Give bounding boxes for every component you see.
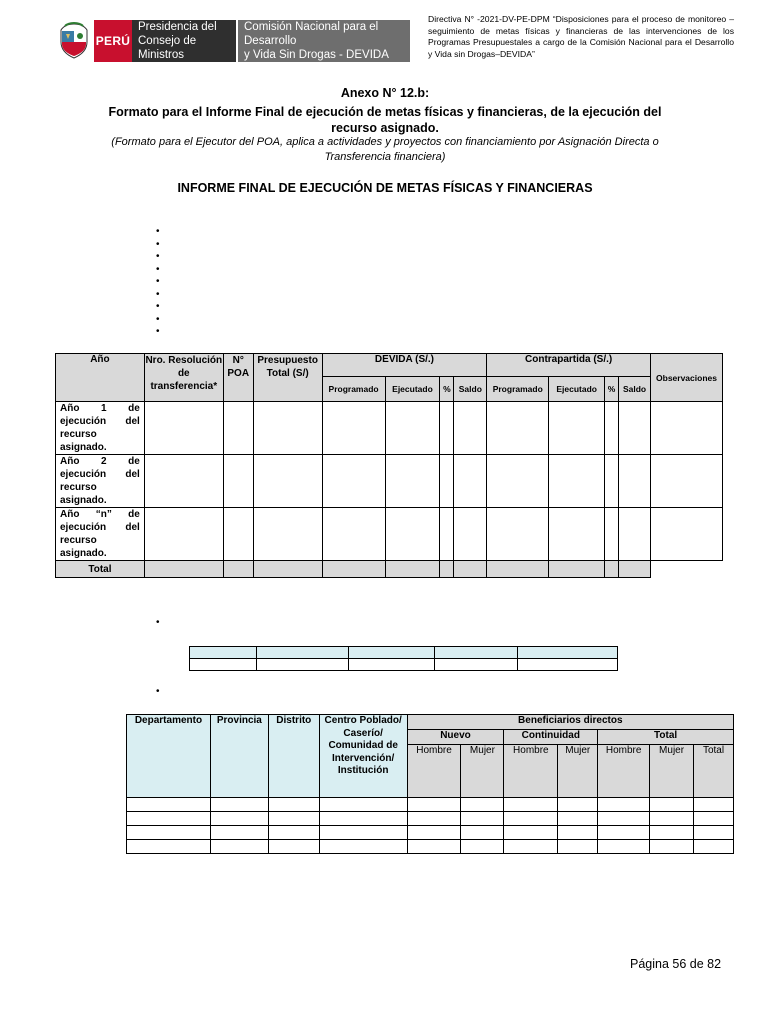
header-total: Total (598, 730, 734, 745)
table-cell (650, 798, 694, 812)
table-cell (619, 508, 651, 561)
coat-of-arms-icon (54, 20, 94, 62)
header-mujer: Mujer (461, 745, 504, 798)
table-cell (319, 840, 407, 854)
list-bullet (156, 239, 160, 252)
table-cell (127, 840, 211, 854)
table-cell (322, 455, 385, 508)
year-label: Año 2 de ejecución del recurso asignado. (56, 455, 145, 508)
header-mujer: Mujer (558, 745, 598, 798)
list-bullet (156, 276, 160, 289)
table-cell (650, 455, 722, 508)
table-cell (322, 561, 385, 578)
table-cell (256, 659, 348, 671)
header-poa: N° POA (223, 354, 253, 402)
table-row (56, 402, 723, 455)
table-cell (144, 455, 223, 508)
table-cell (598, 798, 650, 812)
table-cell (454, 402, 487, 455)
table-row (127, 826, 734, 840)
table-cell (504, 812, 558, 826)
table-cell (487, 508, 549, 561)
table-cell (487, 455, 549, 508)
table-cell (127, 798, 211, 812)
table-cell (440, 561, 454, 578)
table-cell (440, 508, 454, 561)
table-cell (253, 455, 322, 508)
table-row (190, 659, 618, 671)
table-cell (253, 402, 322, 455)
table-cell (256, 647, 348, 659)
table-cell (385, 402, 440, 455)
table-cell (144, 508, 223, 561)
list-bullet (156, 226, 160, 239)
table-cell (268, 826, 319, 840)
header-beneficiarios: Beneficiarios directos (407, 715, 733, 730)
table-cell (210, 826, 268, 840)
table-cell (549, 455, 605, 508)
table-row (56, 455, 723, 508)
table-cell (598, 826, 650, 840)
table-cell (407, 812, 461, 826)
table-cell (190, 647, 257, 659)
header-hombre: Hombre (598, 745, 650, 798)
header-presupuesto: Presupuesto Total (S/) (253, 354, 322, 402)
pcm-logo (132, 20, 236, 62)
table-cell (268, 812, 319, 826)
table-cell (223, 455, 253, 508)
header-nuevo: Nuevo (407, 730, 504, 745)
table-cell (435, 647, 518, 659)
table-cell (322, 508, 385, 561)
table-cell (504, 826, 558, 840)
table-cell (558, 798, 598, 812)
table-cell (549, 402, 605, 455)
pcm-line2: Consejo de Ministros (138, 35, 197, 61)
table-cell (454, 508, 487, 561)
list-bullet (156, 314, 160, 327)
table-cell (454, 561, 487, 578)
table-cell (322, 402, 385, 455)
table-cell (385, 561, 440, 578)
header-hombre: Hombre (407, 745, 461, 798)
table-cell (598, 840, 650, 854)
header-departamento: Departamento (127, 715, 211, 798)
devida-logo (238, 20, 410, 62)
table-cell (504, 798, 558, 812)
header-contrapartida: Contrapartida (S/.) (487, 354, 651, 377)
table-cell (518, 647, 618, 659)
year-label: Año “n” de ejecución del recurso asignado. (56, 508, 145, 561)
table-cell (598, 812, 650, 826)
subheader-ejecutado: Ejecutado (549, 377, 605, 402)
table-cell (348, 659, 435, 671)
table-row (127, 812, 734, 826)
execution-table (55, 353, 723, 578)
table-cell (605, 508, 619, 561)
list-bullet (156, 264, 160, 277)
table-cell (127, 812, 211, 826)
table-cell (440, 455, 454, 508)
subheader-programado: Programado (322, 377, 385, 402)
table-cell (487, 561, 549, 578)
peru-logo: PERÚ (94, 20, 132, 62)
list-bullet: • (156, 686, 160, 697)
header-resolucion: Nro. Resolución de transferencia* (144, 354, 223, 402)
table-cell (549, 508, 605, 561)
list-bullet: • (156, 617, 160, 628)
table-cell (461, 812, 504, 826)
table-cell (461, 840, 504, 854)
page-number: Página 56 de 82 (630, 957, 722, 971)
table-cell (407, 826, 461, 840)
subheader-percent: % (605, 377, 619, 402)
format-subtitle: (Formato para el Ejecutor del POA, aplica a actividades y proyectos con financiamiento por Asignación Directa o Transferencia financiera) (111, 136, 659, 163)
table-cell (210, 812, 268, 826)
table-cell (144, 561, 223, 578)
table-cell (605, 455, 619, 508)
table-cell (454, 455, 487, 508)
table-cell (504, 840, 558, 854)
table-cell (319, 798, 407, 812)
bullet-list (156, 226, 160, 339)
table-cell (461, 826, 504, 840)
table-cell (144, 402, 223, 455)
table-cell (605, 561, 619, 578)
header-anio: Año (56, 354, 145, 402)
table-cell (650, 826, 694, 840)
small-table (189, 646, 618, 671)
header-devida: DEVIDA (S/.) (322, 354, 487, 377)
table-cell (694, 812, 734, 826)
table-cell (650, 508, 722, 561)
table-cell (619, 455, 651, 508)
year-label: Año 1 de ejecución del recurso asignado. (56, 402, 145, 455)
list-bullet (156, 251, 160, 264)
total-label: Total (56, 561, 145, 578)
table-cell (223, 402, 253, 455)
table-cell (127, 826, 211, 840)
table-cell (223, 561, 253, 578)
table-cell (253, 561, 322, 578)
header-hombre: Hombre (504, 745, 558, 798)
devida-line2: y Vida Sin Drogas - DEVIDA (244, 49, 389, 61)
list-bullet (156, 289, 160, 302)
table-cell (650, 840, 694, 854)
table-cell (650, 402, 722, 455)
subheader-ejecutado: Ejecutado (385, 377, 440, 402)
table-cell (253, 508, 322, 561)
header-total-col: Total (694, 745, 734, 798)
subheader-percent: % (440, 377, 454, 402)
table-cell (619, 561, 651, 578)
devida-line1: Comisión Nacional para el Desarrollo (244, 21, 379, 47)
table-cell (461, 798, 504, 812)
header-logos (54, 20, 410, 62)
table-cell (210, 798, 268, 812)
subheader-saldo: Saldo (619, 377, 651, 402)
table-row (56, 508, 723, 561)
directiva-header: Directiva N° -2021-DV-PE-DPM “Disposiciones para el proceso de monitoreo – seguimiento de metas físicas y financieras de las intervenciones de los Programas Presupuestales a cargo de la Comisión Nacional para el Desarrollo y Vida sin Drogas–DEVIDA” (428, 14, 734, 59)
subheader-programado: Programado (487, 377, 549, 402)
table-cell (605, 402, 619, 455)
beneficiaries-table (126, 714, 734, 854)
table-cell (549, 561, 605, 578)
table-row (127, 798, 734, 812)
table-cell (190, 659, 257, 671)
subheader-saldo: Saldo (454, 377, 487, 402)
list-bullet (156, 301, 160, 314)
table-cell (694, 840, 734, 854)
table-cell (348, 647, 435, 659)
table-cell (694, 826, 734, 840)
header-observaciones: Observaciones (650, 354, 722, 402)
table-cell (223, 508, 253, 561)
table-cell (650, 812, 694, 826)
table-cell (385, 455, 440, 508)
format-title: Formato para el Informe Final de ejecución de metas físicas y financieras, de la ejecución del recurso asignado. (108, 105, 662, 135)
table-cell (558, 812, 598, 826)
table-cell (558, 840, 598, 854)
table-row (127, 840, 734, 854)
header-distrito: Distrito (268, 715, 319, 798)
header-mujer: Mujer (650, 745, 694, 798)
table-cell (619, 402, 651, 455)
table-cell (268, 840, 319, 854)
table-cell (268, 798, 319, 812)
table-cell (558, 826, 598, 840)
table-cell (435, 659, 518, 671)
table-cell (407, 840, 461, 854)
table-cell (385, 508, 440, 561)
table-cell (319, 812, 407, 826)
table-cell (487, 402, 549, 455)
table-cell (319, 826, 407, 840)
list-bullet (156, 326, 160, 339)
total-row (56, 561, 723, 578)
table-cell (407, 798, 461, 812)
table-cell (440, 402, 454, 455)
annex-title: Anexo N° 12.b: (340, 86, 430, 100)
pcm-line1: Presidencia del (138, 21, 217, 33)
header-provincia: Provincia (210, 715, 268, 798)
table-cell (518, 659, 618, 671)
report-title: INFORME FINAL DE EJECUCIÓN DE METAS FÍSICAS Y FINANCIERAS (177, 181, 593, 195)
table-cell (210, 840, 268, 854)
table-cell (650, 561, 722, 578)
table-row (190, 647, 618, 659)
table-cell (694, 798, 734, 812)
header-continuidad: Continuidad (504, 730, 598, 745)
header-centro-poblado: Centro Poblado/ Caserío/ Comunidad de Intervención/ Institución (319, 715, 407, 798)
